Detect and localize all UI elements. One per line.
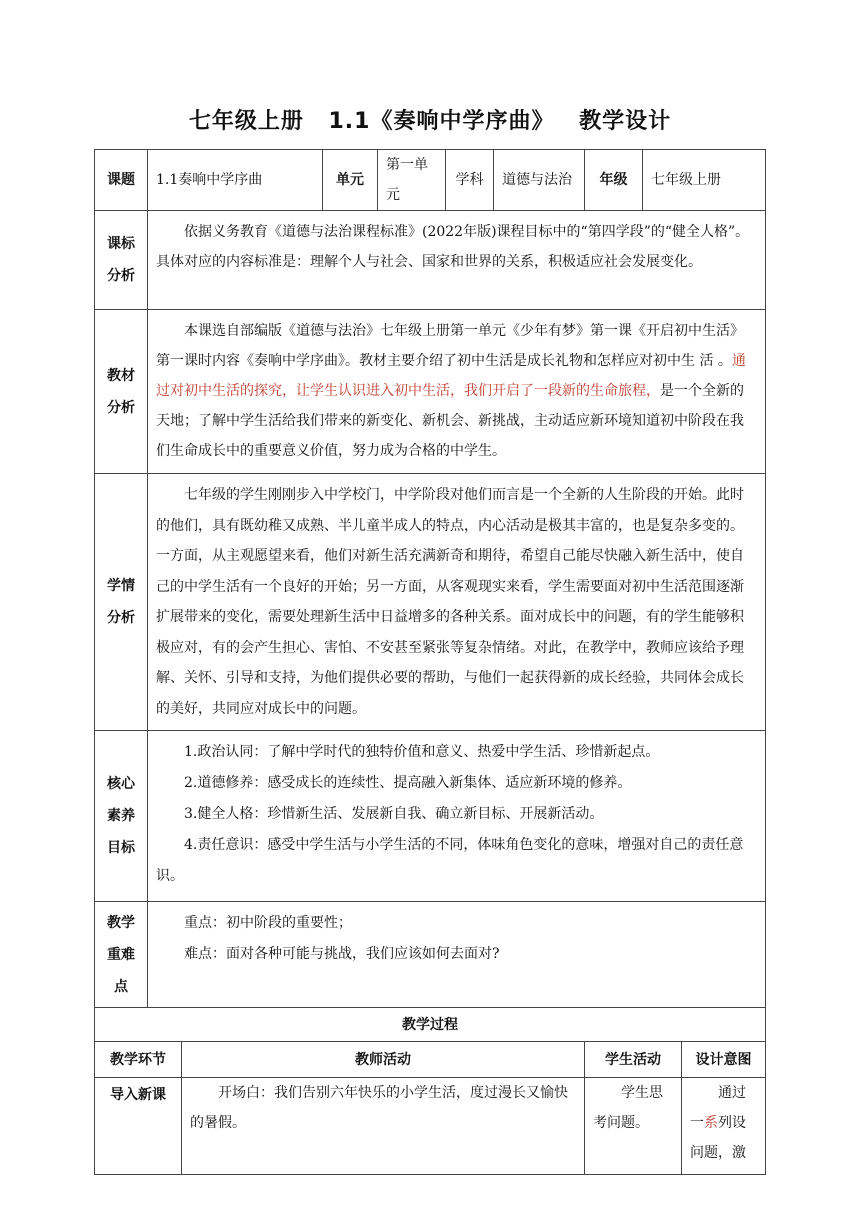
textbook-label (95, 310, 148, 474)
textbook-label-line2: 分析 (107, 399, 135, 416)
subject-label: 学科 (446, 150, 494, 211)
unit-label: 单元 (323, 150, 378, 211)
core-goal-item: 4.责任意识：感受中学生活与小学生活的不同，体味角色变化的意味，增强对自己的责任意识。 (156, 837, 744, 884)
process-heading: 教学过程 (95, 1008, 766, 1042)
intent-cell (682, 1078, 766, 1175)
keypoints-label-line1: 教学 (107, 914, 135, 931)
page-title (0, 104, 860, 135)
core-goal-item: 2.道德修养：感受成长的连续性、提高融入新集体、适应新环境的修养。 (184, 775, 632, 791)
standard-label (95, 211, 148, 310)
core-goal-item: 1.政治认同：了解中学时代的独特价值和意义、热爱中学生活、珍惜新起点。 (184, 744, 660, 760)
difficult-point: 难点：面对各种可能与挑战，我们应该如何去面对? (184, 946, 500, 962)
keypoints-text (148, 902, 766, 1008)
key-point: 重点：初中阶段的重要性； (184, 915, 352, 931)
standard-label-line2: 分析 (107, 268, 135, 284)
info-row (95, 150, 766, 211)
col-student-header: 学生活动 (585, 1042, 682, 1078)
col-stage-header: 教学环节 (95, 1042, 182, 1078)
keypoints-label-line3: 点 (114, 978, 128, 995)
keypoints-label (95, 902, 148, 1008)
students-label-line1: 学情 (107, 578, 135, 594)
stage-cell: 导入新课 (95, 1078, 182, 1175)
core-label-line3: 目标 (107, 840, 135, 856)
textbook-text (148, 310, 766, 474)
core-label-line2: 素养 (107, 808, 135, 824)
textbook-label-line1: 教材 (107, 367, 135, 384)
col-teacher-header: 教师活动 (182, 1042, 585, 1078)
title-suffix: 教学设计 (579, 109, 672, 134)
textbook-text-part2: 是一个全新的天地；了解中学生活给我们带来的新变化、新机会、新挑战，主动适应新环境知道初中阶段在我们生命成长中的重要意义价值，努力成为合格的中学生。 (156, 383, 744, 459)
subject-value: 道德与法治 (494, 150, 585, 211)
title-grade: 七年级上册 (188, 109, 304, 134)
title-lesson: 1.1《奏响中学序曲》 (328, 109, 555, 134)
core-label (95, 731, 148, 902)
student-cell: 学生思考问题。 (585, 1078, 682, 1175)
textbook-text-part1: 本课选自部编版《道德与法治》七年级上册第一单元《少年有梦》第一课《开启初中生活》第一课时内容《奏响中学序曲》。教材主要介绍了初中生活是成长礼物和怎样应对初中生 活 。 (156, 323, 744, 369)
col-intent-header: 设计意图 (682, 1042, 766, 1078)
standard-text: 依据义务教育《道德与法治课程标准》(2022年版)课程目标中的“第四学段”的“健全人格”。具体对应的内容标准是：理解个人与社会、国家和世界的关系，积极适应社会发展变化。 (148, 211, 766, 310)
students-label (95, 474, 148, 731)
core-row (95, 731, 766, 902)
standard-label-line1: 课标 (107, 236, 135, 252)
standard-row (95, 211, 766, 310)
textbook-text-highlight: 通过对初中生活的探究，让学生认识进入初中生活，我们开启了一段新的生命旅程， (156, 353, 746, 399)
intent-text-highlight: 系 (704, 1115, 719, 1131)
lesson-plan-table (94, 149, 766, 1175)
grade-value: 七年级上册 (643, 150, 766, 211)
process-header-row (95, 1042, 766, 1078)
teacher-cell: 开场白：我们告别六年快乐的小学生活，度过漫长又愉快的暑假。 (182, 1078, 585, 1175)
intent-text-part2: 列设问题，激 (690, 1115, 747, 1161)
topic-value: 1.1奏响中学序曲 (148, 150, 323, 211)
core-label-line1: 核心 (107, 776, 135, 792)
students-text: 七年级的学生刚刚步入中学校门，中学阶段对他们而言是一个全新的人生阶段的开始。此时的他们，具有既幼稚又成熟、半儿童半成人的特点，内心活动是极其丰富的，也是复杂多变的。一方面，从主观愿望来看，他们对新生活充满新奇和期待，希望自己能尽快融入新生活中，使自己的中学生活有一个良好的开始；另一方面，从客观现实来看，学生需要面对初中生活范围逐渐扩展带来的变化，需要处理新生活中日益增多的各种关系。面对成长中的问题，有的学生能够积极应对，有的会产生担心、害怕、不安甚至紧张等复杂情绪。对此，在教学中，教师应该给予理解、关怀、引导和支持，为他们提供必要的帮助，与他们一起获得新的成长经验，共同体会成长的美好，共同应对成长中的问题。 (148, 474, 766, 731)
core-goals (148, 731, 766, 902)
keypoints-label-line2: 重难 (107, 946, 135, 963)
grade-label: 年级 (585, 150, 643, 211)
intent-text-part1: 通过一 (690, 1085, 747, 1131)
textbook-row (95, 310, 766, 474)
process-row (95, 1078, 766, 1175)
keypoints-row (95, 902, 766, 1008)
process-heading-row (95, 1008, 766, 1042)
topic-label: 课题 (95, 150, 148, 211)
students-label-line2: 分析 (107, 610, 135, 626)
core-goal-item: 3.健全人格：珍惜新生活、发展新自我、确立新目标、开展新活动。 (184, 806, 604, 822)
students-row (95, 474, 766, 731)
unit-value: 第一单元 (378, 150, 446, 211)
